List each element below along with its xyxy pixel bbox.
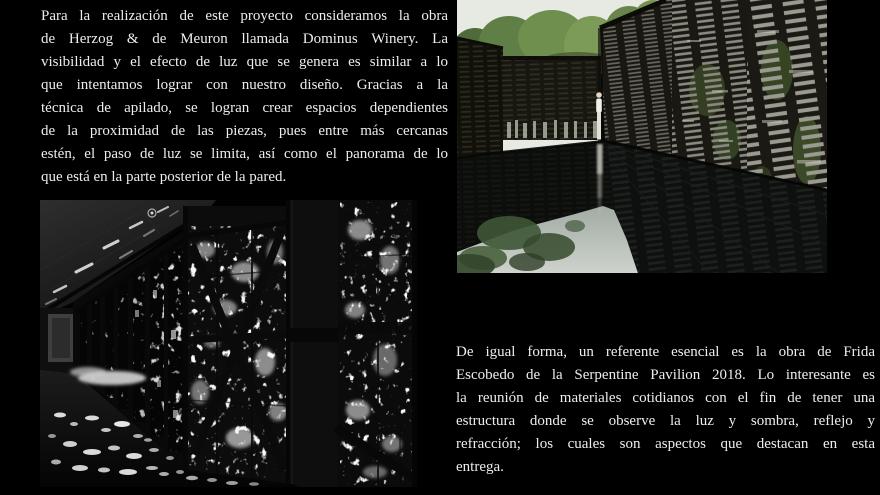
- dominus-winery-illustration: [40, 200, 417, 487]
- text-line: Para la realización de este proyecto consideramos la obra: [41, 8, 448, 24]
- corridor-end: [40, 308, 76, 378]
- serpentine-pavilion-illustration: [457, 0, 827, 273]
- person-figure: [596, 92, 602, 139]
- left-lattice-wall: [457, 38, 503, 162]
- text-line: técnica de apilado, se logran crear espacios dependientes: [41, 100, 448, 116]
- gabion-panel-right: [336, 200, 417, 487]
- paragraph-dominus-winery: [41, 5, 448, 189]
- dominus-winery-photo: [40, 200, 417, 487]
- text-line: Escobedo de la Serpentine Pavilion 2018. Lo interesante es: [456, 367, 875, 383]
- paragraph-serpentine-pavilion: [456, 341, 875, 479]
- text-line: que está en la parte posterior de la pared.: [41, 169, 287, 185]
- text-line: visibilidad y el efecto de luz que se genera es similar a lo: [41, 54, 448, 70]
- text-line: refracción; los cuales son aspectos que destacan en esta: [456, 436, 875, 452]
- text-line: la reunión de materiales cotidianos con el fin de tener una: [456, 390, 875, 406]
- text-line: de Herzog & de Meuron llamada Dominus Winery. La: [41, 31, 448, 47]
- text-line: De igual forma, un referente esencial es la obra de Frida: [456, 344, 875, 360]
- serpentine-pavilion-photo: [457, 0, 827, 273]
- steel-column: [290, 200, 338, 487]
- back-lattice-wall: [503, 56, 601, 140]
- text-line: que intentamos lograr con nuestro diseño. Gracias a la: [41, 77, 448, 93]
- x-brace-panel: [183, 200, 294, 487]
- text-line: entrega.: [456, 459, 504, 475]
- text-line: estructura donde se observe la luz y sombra, reflejo y: [456, 413, 875, 429]
- text-line: de la proximidad de las piezas, pues entre más cercanas: [41, 123, 448, 139]
- text-line: estén, el paso de luz se limita, así como el panorama de lo: [41, 146, 448, 162]
